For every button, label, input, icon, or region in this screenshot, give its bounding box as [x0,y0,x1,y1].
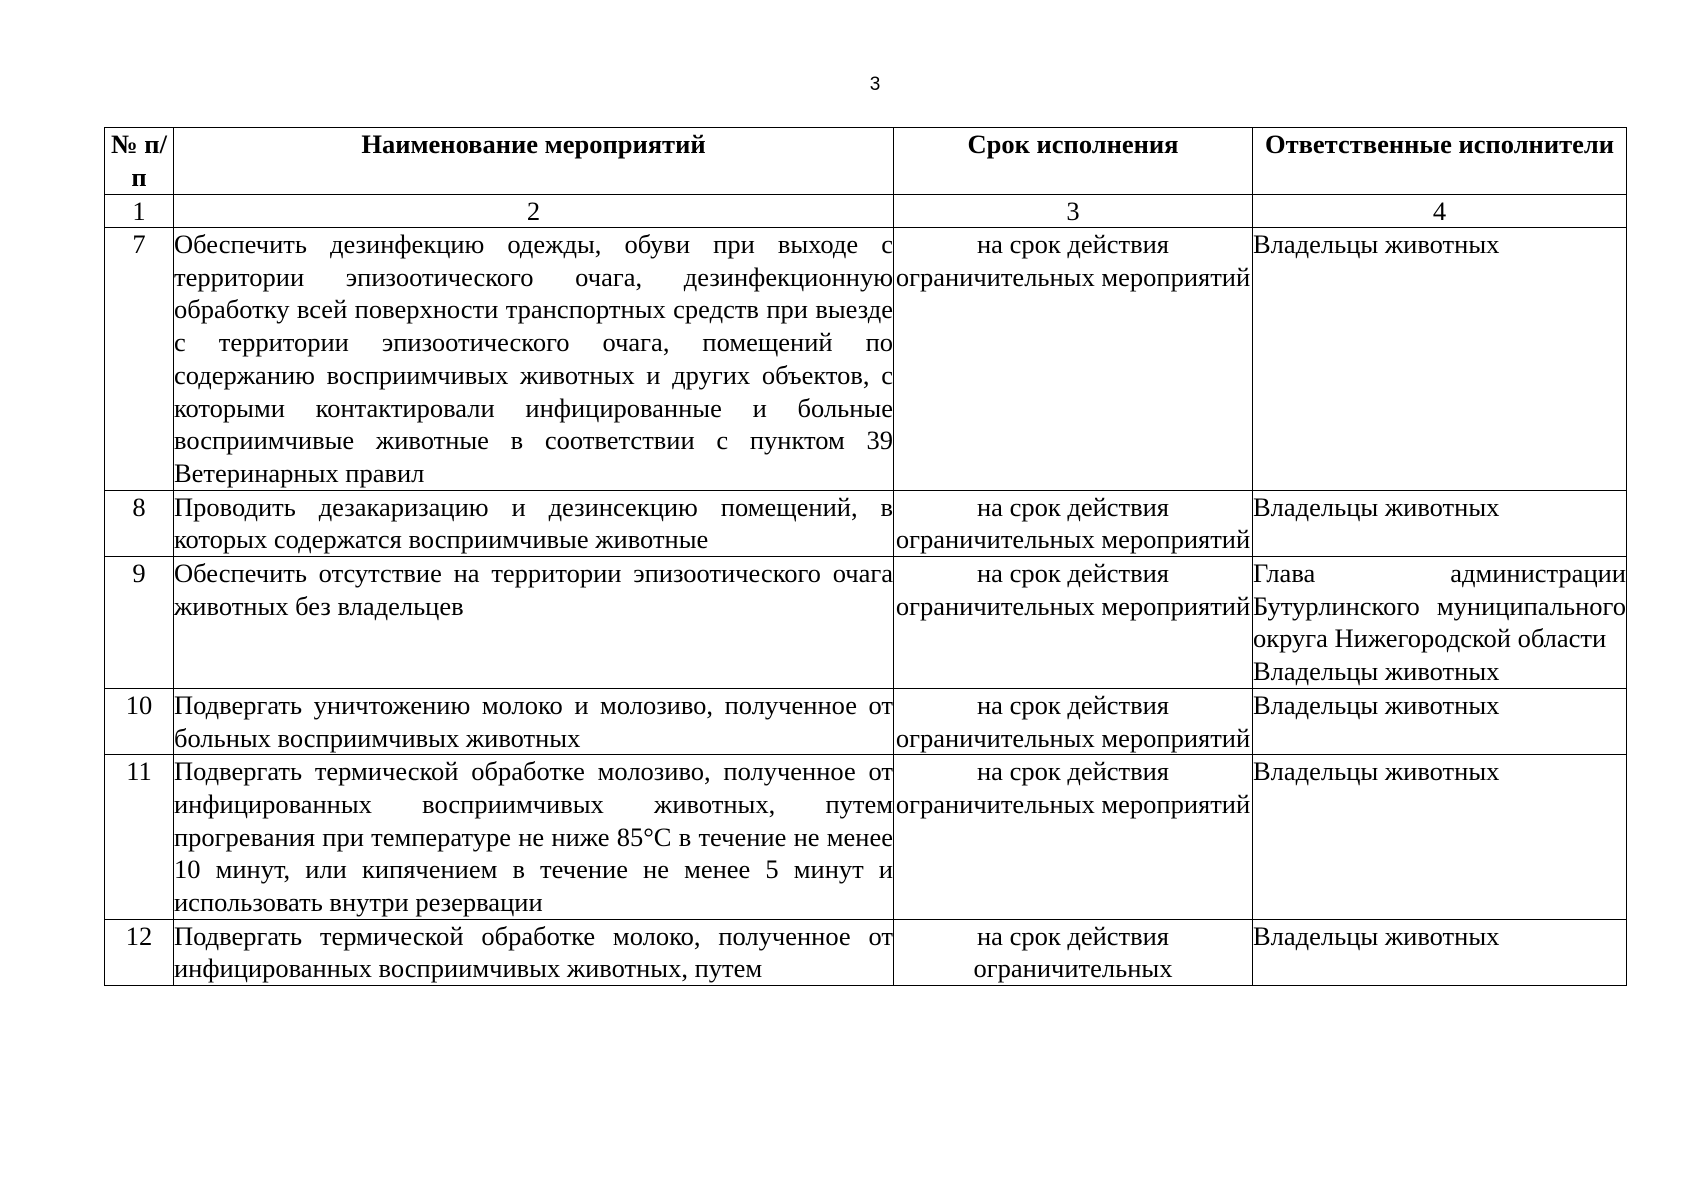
responsible-entry: Владельцы животных [1253,229,1500,259]
table-header-row [105,128,1627,195]
row-responsible [1253,228,1627,491]
measures-table [104,127,1627,986]
row-responsible [1253,688,1627,754]
column-index: 4 [1253,195,1627,228]
table-row [105,919,1627,985]
responsible-entry: Владельцы животных [1253,491,1500,522]
row-term: на срок действия ограничительных мероприятий [894,228,1253,491]
row-term: на срок действия ограничительных мероприятий [894,755,1253,920]
row-term: на срок действия ограничительных мероприятий [894,557,1253,689]
row-number: 9 [105,557,174,689]
row-event: Обеспечить отсутствие на территории эпизоотического очага животных без владельцев [174,557,894,689]
responsible-entry: Владельцы животных [1253,756,1500,787]
row-term: на срок действия ограничительных мероприятий [894,490,1253,556]
row-event: Подвергать термической обработке молоко, полученное от инфицированных восприимчивых животных, путем [174,919,894,985]
row-responsible [1253,919,1627,985]
row-responsible [1253,490,1627,556]
responsible-entry: Владельцы животных [1253,689,1500,720]
row-event: Проводить дезакаризацию и дезинсекцию помещений, в которых содержатся восприимчивые животные [174,490,894,556]
row-term: на срок действия ограничительных мероприятий [894,688,1253,754]
row-number: 8 [105,490,174,556]
row-event: Подвергать уничтожению молоко и молозиво, полученное от больных восприимчивых животных [174,688,894,754]
row-number: 7 [105,228,174,491]
page-number: 3 [869,74,881,95]
header-term: Срок исполнения [894,128,1253,195]
row-number: 10 [105,688,174,754]
header-responsible: Ответственные исполнители [1253,128,1627,195]
column-index: 1 [105,195,174,228]
table-row [105,490,1627,556]
column-index: 3 [894,195,1253,228]
row-event: Обеспечить дезинфекцию одежды, обуви при выходе с территории эпизоотического очага, дезинфекционную обработку всей поверхности транспортных средств при выезде с территории эпизоотического очага, помещений по содержанию восприимчивых животных и других объектов, с которыми контактировали инфицированные и больные восприимчивые животные в соответствии с пунктом 39 Ветеринарных правил [174,228,894,491]
row-event: Подвергать термической обработке молозиво, полученное от инфицированных восприимчивых животных, путем прогревания при температуре не ниже 85°С в течение не менее 10 минут, или кипячением в течение не менее 5 минут и использовать внутри резервации [174,755,894,920]
row-number: 11 [105,755,174,920]
header-event: Наименование мероприятий [174,128,894,195]
table-row [105,228,1627,491]
table-row [105,557,1627,689]
header-number: № п/п [105,128,174,195]
row-term: на срок действия ограничительных [894,919,1253,985]
column-index: 2 [174,195,894,228]
row-number: 12 [105,919,174,985]
table-row [105,755,1627,920]
responsible-entry: Владельцы животных [1253,920,1500,951]
row-responsible [1253,755,1627,920]
row-responsible [1253,557,1627,689]
table-row [105,688,1627,754]
column-index-row [105,195,1627,228]
responsible-entry: Глава администрации Бутурлинского муниципального округа Нижегородской области [1253,558,1626,654]
responsible-entry: Владельцы животных [1253,656,1500,687]
